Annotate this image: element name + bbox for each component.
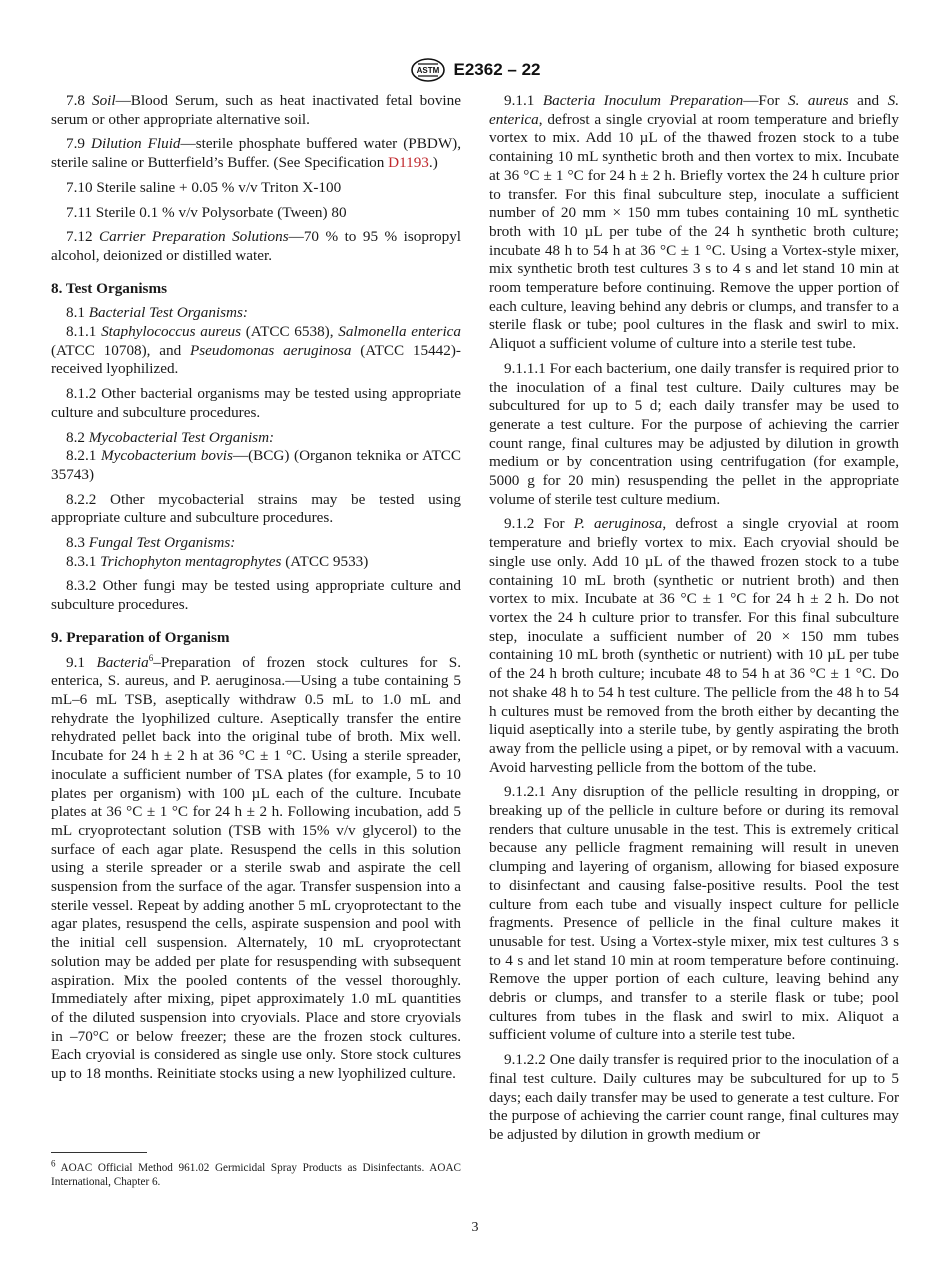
section-9-1-2-2: 9.1.2.2 One daily transfer is required prior to the inoculation of a final test culture. Daily cultures may be subcultured for up to 5 days; each daily transfer may be used to generate a test culture. For the purpose of achieving the carrier count range, final cultures may be adjusted by dilution in growth medium or [489, 1051, 899, 1143]
right-column [489, 92, 899, 1151]
section-8-3: 8.3 Fungal Test Organisms: [66, 534, 236, 552]
footnote: $^6$ AOAC Official Method 961.02 Germicidal Spray Products as Disinfectants. AOAC International, Chapter 6. [51, 1158, 461, 1188]
section-8-1-1: 8.1.1 Staphylococcus aureus (ATCC 6538), Salmonella enterica (ATCC 10708), and Pseudomonas aeruginosa (ATCC 15442)-received lyophilized. [51, 323, 462, 378]
page-number: 3 [471, 1220, 479, 1235]
left-column [51, 92, 461, 1090]
heading-8: 8. Test Organisms [51, 279, 168, 297]
footnote-divider [51, 1152, 147, 1153]
document-id: E2362 – 22 [453, 60, 541, 79]
section-7-11: 7.11 Sterile 0.1 % v/v Polysorbate (Tween) 80 [66, 203, 347, 221]
section-8-2: 8.2 Mycobacterial Test Organism: [66, 428, 275, 446]
section-7-9: 7.9 Dilution Fluid—sterile phosphate buffered water (PBDW), sterile saline or Butterfield’s Buffer. (See Specification D1193.) [51, 135, 462, 172]
footnote-marker: 6 [51, 1158, 56, 1169]
section-8-2-2: 8.2.2 Other mycobacterial strains may be tested using appropriate culture and subculture procedures. [51, 490, 461, 527]
section-9-1-1-1: 9.1.1.1 For each bacterium, one daily transfer is required prior to the inoculation of a final test culture. Daily cultures may be subcultured for up to 5 d; each daily transfer may be used to generate a test culture. For the purpose of achieving the carrier count range, final cultures may be adjusted by dilution in growth medium or by concentration using centrifugation (for example, 5000 g for 20 min) resuspending the pellet in the appropriate volume of sterile test culture medium. [489, 359, 899, 508]
heading-9: 9. Preparation of Organism [51, 628, 230, 646]
d1193-link[interactable]: D1193 [388, 154, 429, 172]
section-8-1-2: 8.1.2 Other bacterial organisms may be tested using appropriate culture and subculture procedures. [51, 385, 461, 421]
page-header [0, 55, 950, 85]
section-7-8: 7.8 Soil—Blood Serum, such as heat inactivated fetal bovine serum or other appropriate alternative soil. [51, 92, 461, 128]
section-9-1-2-1: 9.1.2.1 Any disruption of the pellicle resulting in dropping, or breaking up of the pellicle in culture before or during its removal renders that culture unusable in the test. This is extremely critical because any pellicle fragment remaining will result in uneven clumping and layering of organism, allowing for biased exposure to disinfectant and causing false-positive results. Pool the test culture from each tube and visually inspect culture for pellicle fragments. Presence of pellicle in the final culture makes it unusable for test. Using a Vortex-style mixer, mix test cultures 3 s to 4 s and let stand 10 min at room temperature before continuing. Remove the upper portion of each culture, leaving behind any debris or clumps, and transfer to a sterile flask or tube; pool cultures from tubes in the flask and swirl to mix. Aliquot a sufficient volume of culture into a sterile test tube. [489, 783, 899, 1044]
section-9-1: 9.1 Bacteria$^6$–Preparation of frozen stock cultures for S. enterica, S. aureus, and P. aeruginosa.—Using a tube containing 5 mL–6 mL TSB, aseptically withdraw 0.5 mL to 1.0 mL and rehydrate the lyophilized culture. Aseptically transfer the entire rehydrated pellet back into the original tube of broth. Mix well. Incubate for 24 h ± 2 h at 36 °C ± 1 °C. Using a sterile spreader, inoculate a sufficient number of TSA plates (for example, 5 to 10 plates per organism) with 100 µL each of the culture. Incubate plates at 36 °C ± 1 °C for 24 h ± 2 h. Following incubation, add 5 mL cryoprotectant solution (TSB with 15% v/v glycerol) to the surface of each agar plate. Resuspend the cells in this solution using a sterile spreader or a sterile swab and aspirate the cell suspension from the surface of the agar. Transfer suspension into a sterile vessel. Repeat by adding another 5 mL cryoprotectant to the agar plates, resuspend the cells, aspirate suspension and pool with the initial cell suspension. Alternately, 10 mL cryoprotectant solution may be added per plate for resuspending with subsequent aspiration. Mix the pooled contents of the vessel thoroughly. Immediately after mixing, pipet approximately 1.0 mL quantities of the diluted suspension into cryovials. Place and store cryovials in –70°C or below freezer; these are the frozen stock cultures. Each cryovial is considered as single use only. Store stock cultures up to 18 months. Reinitiate stocks using a new lyophilized culture. [51, 652, 462, 1083]
section-7-12: 7.12 Carrier Preparation Solutions—70 % to 95 % isopropyl alcohol, deionized or distilled water. [51, 228, 462, 264]
section-9-1-1: 9.1.1 Bacteria Inoculum Preparation—For S. aureus and S. enterica, defrost a single cryovial at room temperature and briefly vortex to mix. Add 10 µL of the thawed frozen stock to a tube containing 10 mL synthetic broth and then vortex to mix. Incubate at 36 °C ± 1 °C for 24 h ± 2 h. Briefly vortex the 24 h culture prior to transfer. For this final subculture step, inoculate a sufficient number of 20 mm × 150 mm tubes containing 10 mL synthetic broth with 10 µL per tube of the 24 h synthetic broth culture; incubate 48 h to 54 h at 36 °C ± 1 °C. Using a Vortex-style mixer, mix synthetic broth test cultures 3 s to 4 s and let stand 10 min at room temperature before continuing. Remove the upper portion of each culture, leaving behind any debris or clumps, and transfer to a sterile flask or tube; pool cultures in the flask and swirl to mix. Aliquot a sufficient volume of culture into a sterile test tube. [489, 92, 900, 353]
section-9-1-2: 9.1.2 For P. aeruginosa, defrost a single cryovial at room temperature and briefly vortex to mix. Each cryovial should be single use only. Add 10 µL of the thawed frozen stock to a tube containing 10 mL broth (synthetic or nutrient broth) and then vortex to mix. Incubate at 36 °C ± 1 °C for 24 h ± 2 h. Do not vortex the 24 h culture prior to transfer. For this final subculture step, inoculate a sufficient number of 20 × 150 mm tubes containing 10 mL broth (synthetic or nutrient) with 10 µL per tube of the 24 h broth culture; incubate 48 to 54 h at 36 °C ± 1 °C. Do not shake 48 h to 54 h test culture. The pellicle from the 48 h to 54 h cultures must be removed from the broth either by decanting the liquid aseptically into a sterile tube, by gently aspirating the broth away from the pellicle using a pipet, or by removal with a vacuum. Avoid harvesting pellicle from the bottom of the tube. [489, 515, 899, 776]
section-7-10: 7.10 Sterile saline + 0.05 % v/v Triton X-100 [66, 178, 342, 196]
svg-text:ASTM: ASTM [416, 66, 439, 75]
footnote-ref[interactable]: 6 [148, 652, 154, 663]
section-8-3-2: 8.3.2 Other fungi may be tested using appropriate culture and subculture procedures. [51, 577, 461, 614]
section-8-3-1: 8.3.1 Trichophyton mentagrophytes (ATCC 9533) [66, 552, 369, 570]
section-8-1: 8.1 Bacterial Test Organisms: [66, 304, 248, 322]
section-8-2-1: 8.2.1 Mycobacterium bovis—(BCG) (Organon teknika or ATCC 35743) [51, 447, 461, 483]
astm-logo-icon [410, 58, 446, 82]
